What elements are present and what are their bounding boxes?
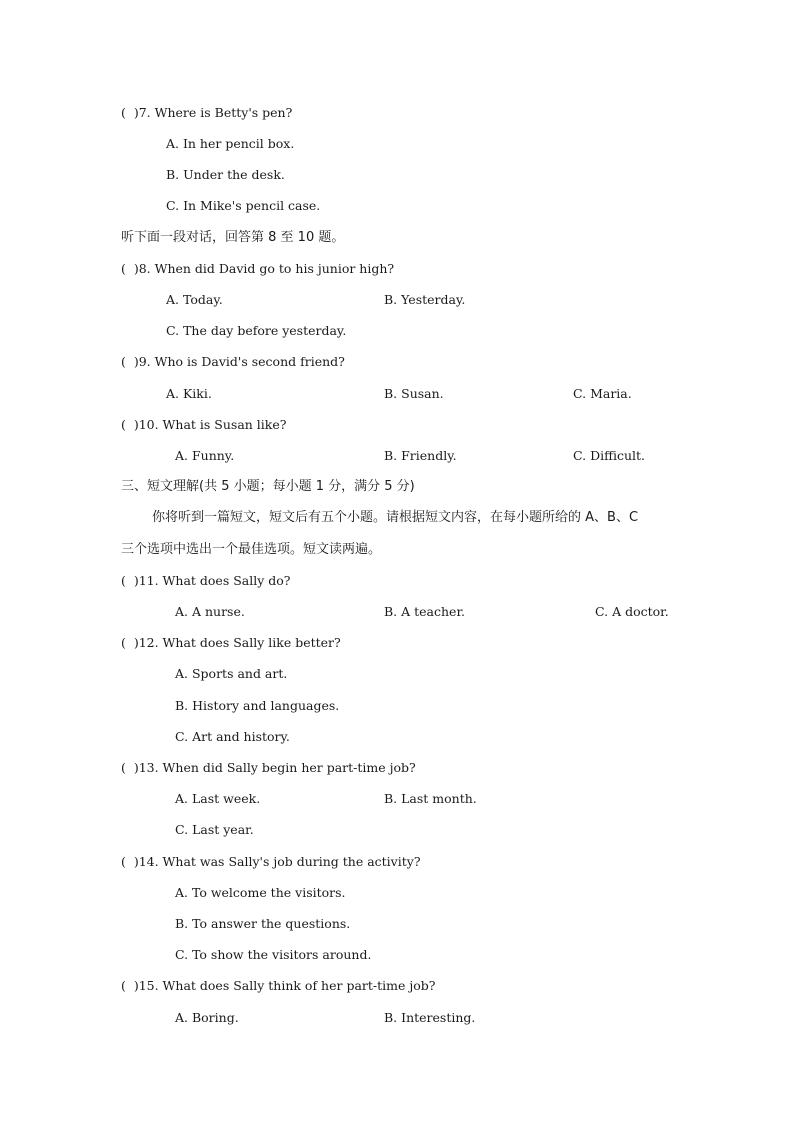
q10-option-b: B. Friendly. bbox=[384, 448, 457, 463]
question-11: ( )11. What does Sally do? bbox=[121, 573, 291, 588]
q11-option-b: B. A teacher. bbox=[384, 604, 466, 619]
q8-option-c: C. The day before yesterday. bbox=[166, 323, 347, 338]
q11-option-c: C. A doctor. bbox=[595, 604, 669, 619]
question-15: ( )15. What does Sally think of her part-time job? bbox=[121, 978, 436, 993]
section-3-instruction-line2: 三个选项中选出一个最佳选项。短文读两遍。 bbox=[121, 542, 382, 557]
section-3-heading: 三、短文理解(共 5 小题；每小题 1 分，满分 5 分) bbox=[121, 479, 415, 494]
q13-option-b: B. Last month. bbox=[384, 791, 477, 806]
q7-option-a: A. In her pencil box. bbox=[166, 136, 295, 151]
q13-option-a: A. Last week. bbox=[175, 791, 261, 806]
q10-option-c: C. Difficult. bbox=[573, 448, 646, 463]
q12-option-b: B. History and languages. bbox=[175, 698, 340, 713]
q14-option-b: B. To answer the questions. bbox=[175, 916, 351, 931]
q14-option-c: C. To show the visitors around. bbox=[175, 947, 372, 962]
q8-option-b: B. Yesterday. bbox=[384, 292, 466, 307]
q12-option-c: C. Art and history. bbox=[175, 729, 290, 744]
q15-option-b: B. Interesting. bbox=[384, 1010, 476, 1025]
q8-option-a: A. Today. bbox=[166, 292, 223, 307]
q9-option-c: C. Maria. bbox=[573, 386, 632, 401]
question-12: ( )12. What does Sally like better? bbox=[121, 635, 341, 650]
question-9: ( )9. Who is David's second friend? bbox=[121, 354, 345, 369]
question-14: ( )14. What was Sally's job during the activity? bbox=[121, 854, 421, 869]
q9-option-a: A. Kiki. bbox=[166, 386, 212, 401]
q7-option-b: B. Under the desk. bbox=[166, 167, 285, 182]
question-8: ( )8. When did David go to his junior high? bbox=[121, 261, 395, 276]
instruction-q8-10: 听下面一段对话，回答第 8 至 10 题。 bbox=[121, 230, 345, 245]
q11-option-a: A. A nurse. bbox=[175, 604, 245, 619]
q15-option-a: A. Boring. bbox=[175, 1010, 239, 1025]
q13-option-c: C. Last year. bbox=[175, 822, 254, 837]
question-7: ( )7. Where is Betty's pen? bbox=[121, 105, 293, 120]
section-3-instruction-line1: 你将听到一篇短文，短文后有五个小题。请根据短文内容，在每小题所给的 A、B、C bbox=[152, 510, 639, 525]
q9-option-b: B. Susan. bbox=[384, 386, 444, 401]
q7-option-c: C. In Mike's pencil case. bbox=[166, 198, 321, 213]
question-13: ( )13. When did Sally begin her part-time job? bbox=[121, 760, 416, 775]
q10-option-a: A. Funny. bbox=[175, 448, 235, 463]
q14-option-a: A. To welcome the visitors. bbox=[175, 885, 346, 900]
question-10: ( )10. What is Susan like? bbox=[121, 417, 287, 432]
q12-option-a: A. Sports and art. bbox=[175, 666, 288, 681]
